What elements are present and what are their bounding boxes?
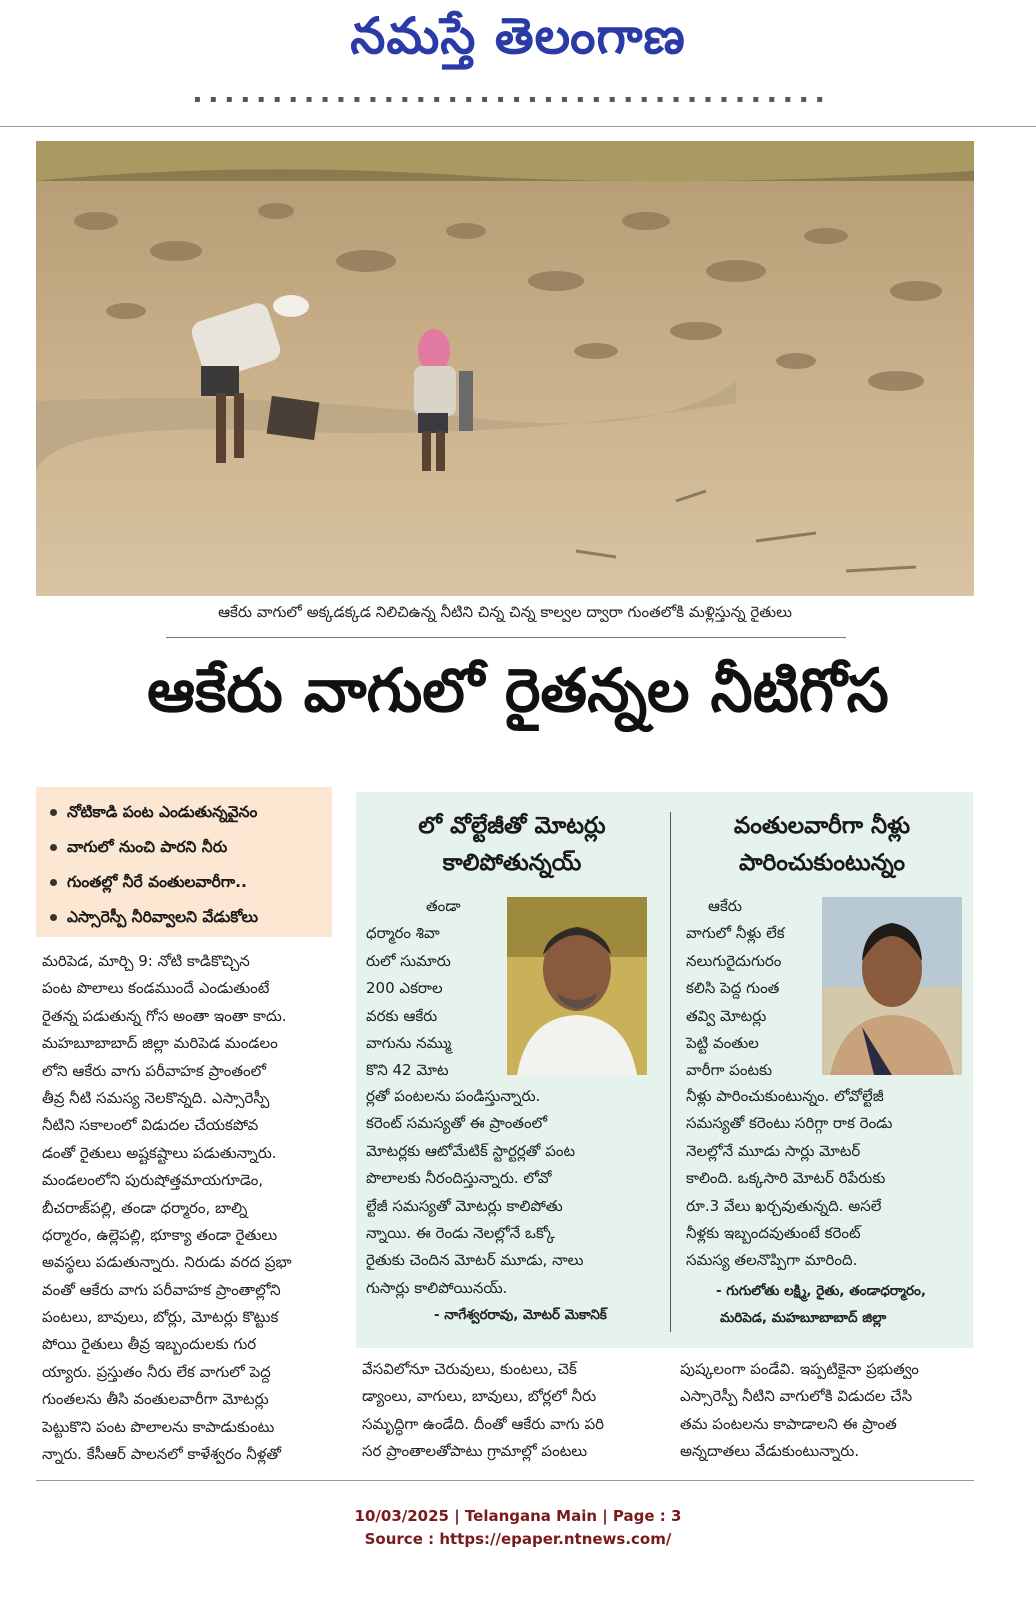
- story-continuation-right: పుష్కలంగా పండేవి. ఇప్పటికైనా ప్రభుత్వం ఎస్సారెస్పీ నీటిని వాగులోకి విడుదల చేసి తమ పంటలను కాపాడాలని ఈ ప్రాంత అన్నదాతలు వేడుకుంటున్నారు.: [680, 1360, 919, 1461]
- quote2-signature-line1: - గుగులోతు లక్ష్మి, రైతు, తండాధర్మారం,: [716, 1283, 926, 1299]
- highlights-box: [36, 787, 332, 937]
- quote1-heading: లో వోల్టేజీతో మోటర్లు కాలిపోతున్నయ్: [418, 813, 606, 876]
- quote1-narrow-text: తండా ధర్మారం శివా రులో సుమారు 200 ఎకరాల వరకు ఆకేరు వాగును నమ్ము కొని 42 మోట: [366, 897, 461, 1080]
- quote-divider: [670, 812, 671, 1332]
- quote2-signature-line2: మరిపెడ, మహబూబాబాద్ జిల్లా: [720, 1310, 887, 1326]
- highlight-item: గుంతల్లో నీరే వంతులవారీగా..: [50, 865, 332, 900]
- quote2-portrait-woman: [822, 897, 962, 1075]
- highlight-item: వాగులో నుంచి పారని నీరు: [50, 830, 332, 865]
- bullet-icon: [50, 879, 57, 886]
- highlight-item: ఎస్సారెస్పీ నీరివ్వాలని వేడుకోలు: [50, 900, 332, 935]
- main-photo-farmers-riverbed: [36, 141, 974, 596]
- story-continuation-middle: వేసవిలోనూ చెరువులు, కుంటలు, చెక్ డ్యాంలు, వాగులు, బావులు, బోర్లలో నీరు సమృద్ధిగా ఉండేది. దీంతో ఆకేరు వాగు పరి సర ప్రాంతాలతోపాటు గ్రామాల్లో పంటలు: [362, 1360, 605, 1461]
- footer-date-page: 10/03/2025 | Telangana Main | Page : 3: [354, 1507, 682, 1525]
- article-headline: ఆకేరు వాగులో రైతన్నల నీటిగోస: [147, 656, 889, 726]
- main-story-column: మరిపెడ, మార్చి 9: నోటి కాడికొచ్చిన పంట పొలాలు కండముందే ఎండుతుంటే రైతన్న పడుతున్న గోస అంతా ఇంతా కాదు. మహబూబాబాద్ జిల్లా మరిపెడ మండలం లోని ఆకేరు వాగు పరీవాహక ప్రాంతంలో తీవ్ర నీటి సమస్య నెలకొన్నది. ఎస్సారెస్పీ నీటిని సకాలంలో విడుదల చేయకపోవ డంతో రైతులు అష్టకష్టాలు పడుతున్నారు. మండలంలోని పురుషోత్తమాయగూడెం, బీచరాజ్‌పల్లి, తండా ధర్మారం, బాల్ని ధర్మారం, ఉల్లెపల్లి, భూక్యా తండా రైతులు అవస్థలు పడుతున్నారు. నిరుడు వరద ప్రభా వంతో ఆకేరు వాగు పరీవాహక ప్రాంతాల్లోని పంటలు, బావులు, బోర్లు, మోటర్లు కొట్టుక పోయి రైతులు తీవ్ర ఇబ్బందులకు గుర య్యారు. ప్రస్తుతం నీరు లేక వాగులో పెద్ద గుంతలను తీసి వంతులవారీగా మోటర్లు పెట్టుకొని పంట పొలాలను కాపాడుకుంటు న్నారు. కేసీఆర్ పాలనలో కాళేశ్వరం నీళ్లతో: [42, 952, 292, 1464]
- bullet-icon: [50, 844, 57, 851]
- caption-rule: [166, 637, 846, 638]
- quote1-portrait-man: [507, 897, 647, 1075]
- quote1-full-text: ర్లతో పంటలను పండిస్తున్నారు. కరెంట్ సమస్యతో ఈ ప్రాంతంలో మోటర్లకు ఆటోమేటిక్ స్టార్టర్లతో పంట పొలాలకు నీరందిస్తున్నారు. లోవో ల్టేజీ సమస్యతో మోటర్లు కాలిపోతు న్నాయి. ఈ రెండు నెలల్లోనే ఒక్కో రైతుకు చెందిన మోటర్ మూడు, నాలు గుసార్లు కాలిపోయినయ్.: [366, 1087, 584, 1297]
- bullet-icon: [50, 914, 57, 921]
- highlight-item: నోటికాడి పంట ఎండుతున్నవైనం: [50, 795, 332, 830]
- masthead-logo: నమస్తే తెలంగాణ: [350, 6, 686, 65]
- footer-source-link[interactable]: Source : https://epaper.ntnews.com/: [364, 1530, 672, 1548]
- bullet-icon: [50, 809, 57, 816]
- quote2-narrow-text: ఆకేరు వాగులో నీళ్లు లేక నలుగురైదుగురం కలిసి పెద్ద గుంత తవ్వి మోటర్లు పెట్టి వంతుల వారీగా పంటకు: [686, 897, 785, 1080]
- quote2-heading: వంతులవారీగా నీళ్లు పారించుకుంటున్నం: [733, 813, 911, 876]
- photo-caption: ఆకేరు వాగులో అక్కడక్కడ నిలిచిఉన్న నీటిని చిన్న చిన్న కాల్వల ద్వారా గుంతలోకి మళ్లిస్తున్న రైతులు: [218, 603, 792, 621]
- quote1-signature: - నాగేశ్వరరావు, మోటర్ మెకానిక్: [434, 1307, 607, 1323]
- strapline-faded: ▪ ▪ ▪ ▪ ▪ ▪ ▪ ▪ ▪ ▪ ▪ ▪ ▪ ▪ ▪ ▪ ▪ ▪ ▪ ▪ ▪ ▪ ▪ ▪ ▪ ▪ ▪ ▪ ▪ ▪ ▪ ▪ ▪ ▪ ▪ ▪ ▪ ▪ ▪ ▪: [193, 94, 827, 105]
- header-rule: [0, 126, 1036, 127]
- quote2-full-text: నీళ్లు పారించుకుంటున్నం. లోవోల్టేజీ సమస్యతో కరెంటు సరిగ్గా రాక రెండు నెలల్లోనే మూడు సార్లు మోటర్ కాలింది. ఒక్కసారి మోటర్ రిపేరుకు రూ.3 వేలు ఖర్చవుతున్నది. అసలే నీళ్లకు ఇబ్బందవుతుంటే కరెంట్ సమస్య తలనొప్పిగా మారింది.: [686, 1087, 893, 1270]
- bottom-rule: [36, 1480, 974, 1481]
